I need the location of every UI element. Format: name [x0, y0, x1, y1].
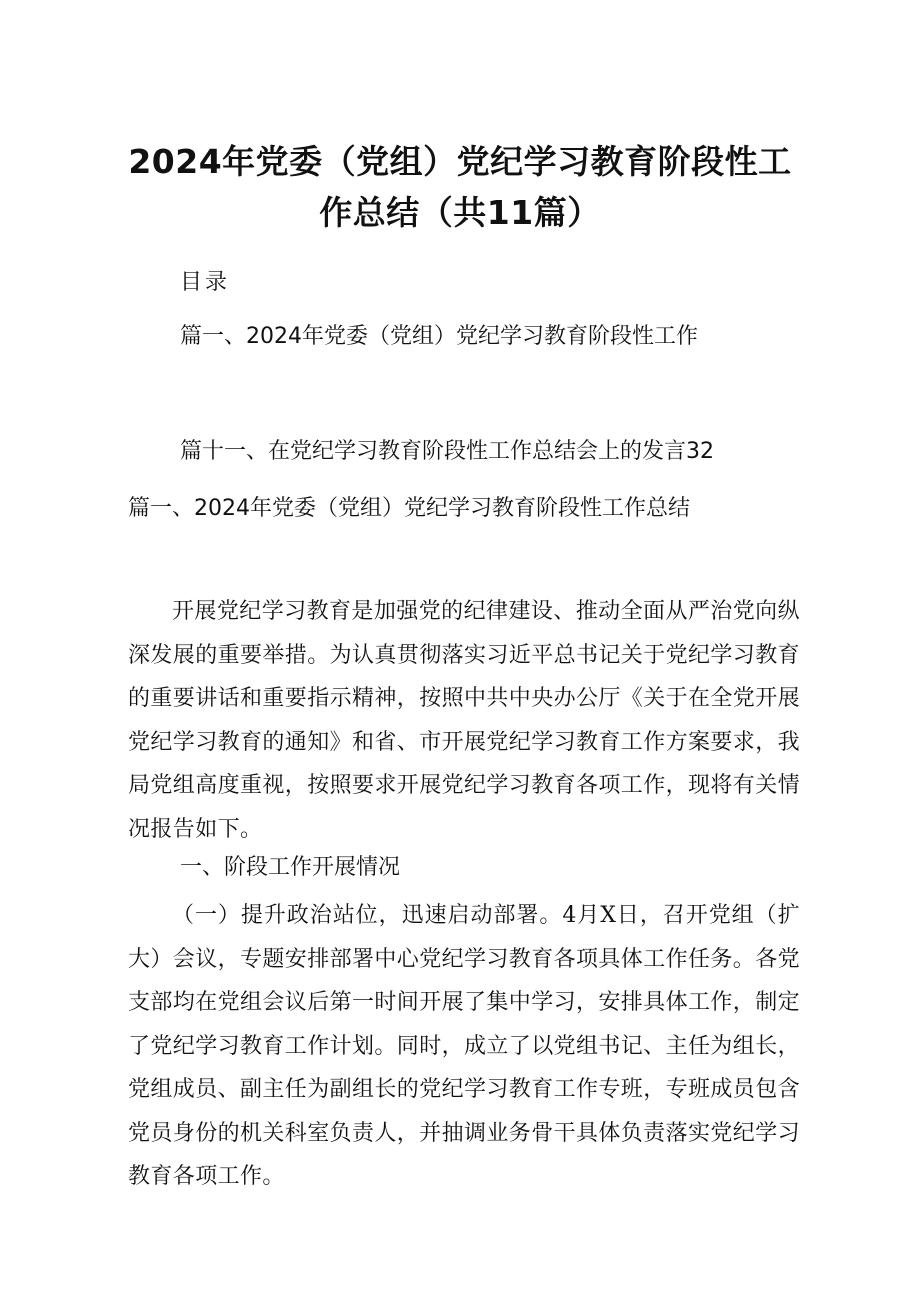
toc-item-1[interactable]: 篇一、2024年党委（党组）党纪学习教育阶段性工作 — [180, 324, 698, 349]
toc-label: 目录 — [180, 270, 231, 295]
section-heading: 篇一、2024年党委（党组）党纪学习教育阶段性工作总结 — [128, 496, 690, 521]
body-paragraph-2: （一）提升政治站位，迅速启动部署。4月X日，召开党组（扩大）会议，专题安排部署中心党纪学习教育各项具体工作任务。各党支部均在党组会议后第一时间开展了集中学习，安排具体工作，制定了党纪学习教育工作计划。同时，成立了以党组书记、主任为组长，党组成员、副主任为副组长的党纪学习教育工作专班，专班成员包含党员身份的机关科室负责人，并抽调业务骨干具体负责落实党纪学习教育各项工作。 — [128, 903, 801, 1189]
subsection-heading-1: 一、阶段工作开展情况 — [180, 855, 401, 880]
title-line-2: 作总结（共11篇） — [319, 193, 601, 232]
title-line-1: 2024年党委（党组）党纪学习教育阶段性工 — [128, 142, 792, 181]
body-paragraph-1: 开展党纪学习教育是加强党的纪律建设、推动全面从严治党向纵深发展的重要举措。为认真贯彻落实习近平总书记关于党纪学习教育的重要讲话和重要指示精神，按照中共中央办公厅《关于在全党开展党纪学习教育的通知》和省、市开展党纪学习教育工作方案要求，我局党组高度重视，按照要求开展党纪学习教育各项工作，现将有关情况报告如下。 — [128, 599, 801, 842]
toc-item-11[interactable]: 篇十一、在党纪学习教育阶段性工作总结会上的发言32 — [180, 439, 714, 464]
document-title — [120, 136, 800, 238]
